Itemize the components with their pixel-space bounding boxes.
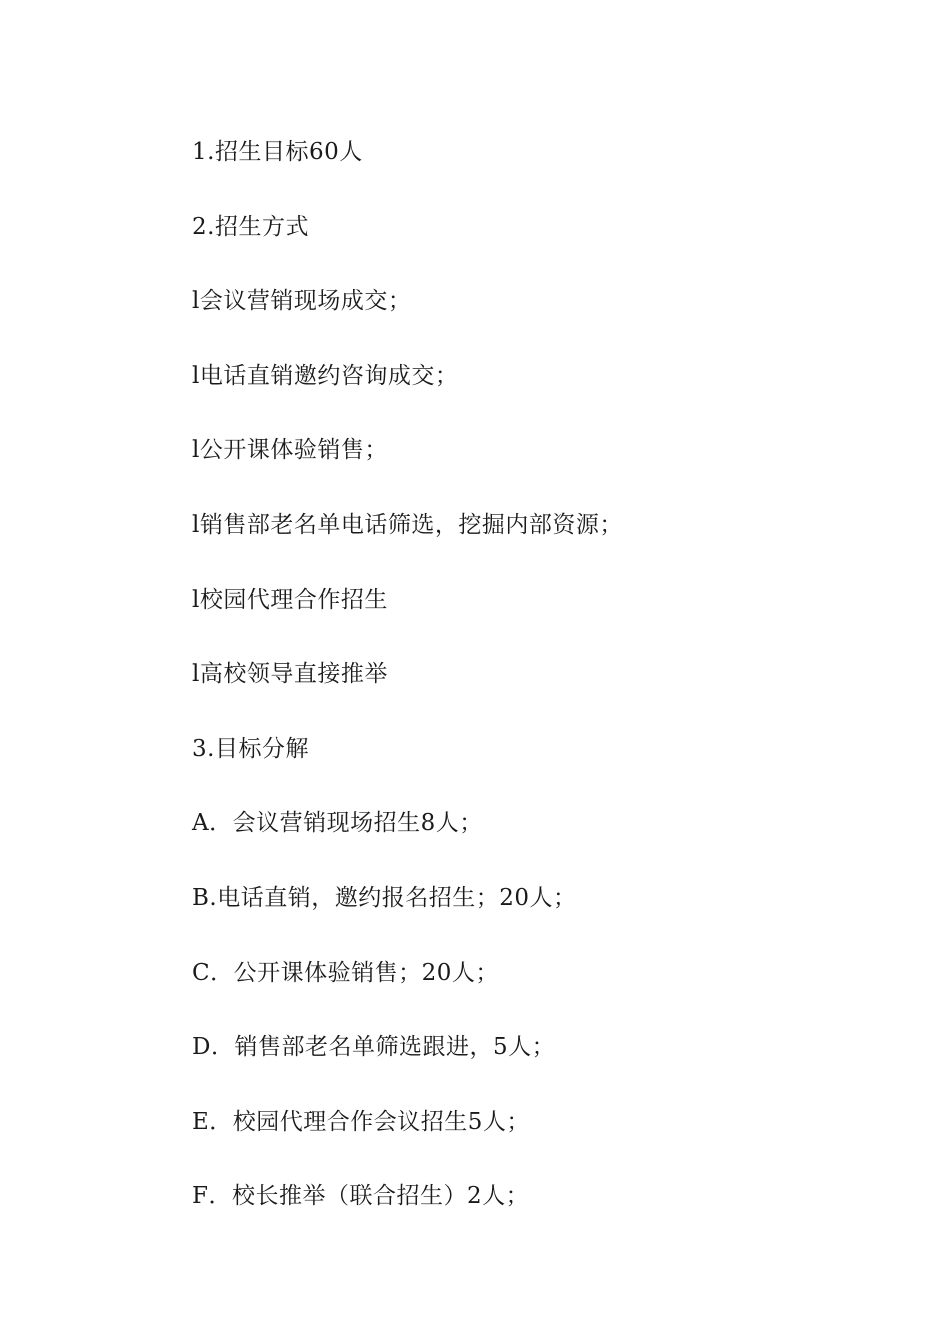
heading-target-breakdown: 3.目标分解 [192,735,309,762]
heading-enrollment-methods: 2.招生方式 [192,213,309,240]
list-item-target: A．会议营销现场招生8人； [192,810,483,837]
heading-enrollment-target: 1.招生目标60人 [192,139,363,165]
list-item-method: l校园代理合作招生 [192,586,388,613]
list-item-target: F．校长推举（联合招生）2人； [192,1183,530,1210]
list-item-method: l高校领导直接推举 [192,661,388,688]
list-item-target: D．销售部老名单筛选跟进，5人； [192,1034,556,1061]
document-body [192,134,623,1253]
list-item-target: C．公开课体验销售；20人； [192,959,499,986]
list-item-method: l电话直销邀约咨询成交； [192,362,459,389]
list-item-target: B.电话直销，邀约报名招生；20人； [192,884,577,911]
list-item-target: E．校园代理合作会议招生5人； [192,1108,530,1135]
list-item-method: l销售部老名单电话筛选，挖掘内部资源； [192,511,623,538]
list-item-method: l会议营销现场成交； [192,288,412,315]
list-item-method: l公开课体验销售； [192,437,388,464]
